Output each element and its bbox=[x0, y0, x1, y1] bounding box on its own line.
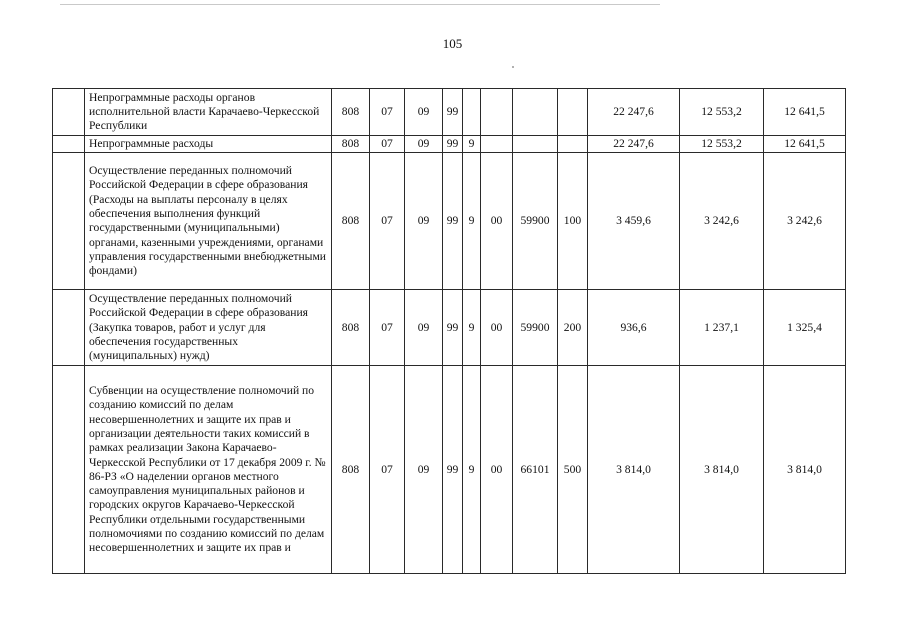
amount-year3-cell: 3 814,0 bbox=[764, 366, 846, 574]
razdel-cell: 07 bbox=[370, 89, 405, 136]
amount-year1-cell: 936,6 bbox=[588, 290, 680, 366]
razdel-cell: 07 bbox=[370, 153, 405, 290]
direction-code-cell bbox=[513, 89, 558, 136]
row-name-cell: Непрограммные расходы bbox=[85, 136, 332, 153]
subprogram-code-cell bbox=[463, 89, 481, 136]
razdel-cell: 07 bbox=[370, 366, 405, 574]
direction-code-cell: 59900 bbox=[513, 290, 558, 366]
amount-year1-cell: 22 247,6 bbox=[588, 136, 680, 153]
amount-year2-cell: 3 242,6 bbox=[680, 153, 764, 290]
podrazdel-cell: 09 bbox=[405, 153, 443, 290]
amount-year1-cell: 3 459,6 bbox=[588, 153, 680, 290]
podrazdel-cell: 09 bbox=[405, 366, 443, 574]
ved-cell: 808 bbox=[332, 136, 370, 153]
scan-speck bbox=[512, 66, 514, 68]
expense-type-cell bbox=[558, 136, 588, 153]
expense-type-cell: 200 bbox=[558, 290, 588, 366]
amount-year3-cell: 12 641,5 bbox=[764, 136, 846, 153]
program-code-cell: 99 bbox=[443, 290, 463, 366]
subprogram-code-cell: 9 bbox=[463, 290, 481, 366]
subprogram-code-cell: 9 bbox=[463, 366, 481, 574]
top-scan-rule bbox=[60, 4, 660, 5]
subprogram-code-cell: 9 bbox=[463, 153, 481, 290]
ved-cell: 808 bbox=[332, 89, 370, 136]
direction-code-cell: 59900 bbox=[513, 153, 558, 290]
row-gutter-cell bbox=[53, 89, 85, 136]
ved-cell: 808 bbox=[332, 153, 370, 290]
table-row bbox=[53, 290, 846, 366]
program-code-cell: 99 bbox=[443, 136, 463, 153]
program-code-cell: 99 bbox=[443, 89, 463, 136]
program-code-cell: 99 bbox=[443, 366, 463, 574]
table-row bbox=[53, 366, 846, 574]
amount-year3-cell: 1 325,4 bbox=[764, 290, 846, 366]
table-row bbox=[53, 136, 846, 153]
ved-cell: 808 bbox=[332, 290, 370, 366]
row-gutter-cell bbox=[53, 153, 85, 290]
expense-type-cell: 100 bbox=[558, 153, 588, 290]
podrazdel-cell: 09 bbox=[405, 136, 443, 153]
podrazdel-cell: 09 bbox=[405, 290, 443, 366]
expense-type-cell bbox=[558, 89, 588, 136]
amount-year2-cell: 3 814,0 bbox=[680, 366, 764, 574]
razdel-cell: 07 bbox=[370, 290, 405, 366]
row-gutter-cell bbox=[53, 136, 85, 153]
amount-year1-cell: 3 814,0 bbox=[588, 366, 680, 574]
page-number: 105 bbox=[442, 36, 463, 51]
budget-table bbox=[52, 88, 846, 574]
podrazdel-cell: 09 bbox=[405, 89, 443, 136]
amount-year2-cell: 12 553,2 bbox=[680, 136, 764, 153]
amount-year2-cell: 1 237,1 bbox=[680, 290, 764, 366]
table-row bbox=[53, 89, 846, 136]
row-gutter-cell bbox=[53, 290, 85, 366]
table-row bbox=[53, 153, 846, 290]
direction-code-cell bbox=[513, 136, 558, 153]
row-gutter-cell bbox=[53, 366, 85, 574]
amount-year3-cell: 3 242,6 bbox=[764, 153, 846, 290]
expense-type-cell: 500 bbox=[558, 366, 588, 574]
direction-code-cell: 66101 bbox=[513, 366, 558, 574]
ved-cell: 808 bbox=[332, 366, 370, 574]
amount-year3-cell: 12 641,5 bbox=[764, 89, 846, 136]
razdel-cell: 07 bbox=[370, 136, 405, 153]
main-activity-code-cell: 00 bbox=[481, 366, 513, 574]
main-activity-code-cell bbox=[481, 89, 513, 136]
main-activity-code-cell: 00 bbox=[481, 153, 513, 290]
main-activity-code-cell bbox=[481, 136, 513, 153]
main-activity-code-cell: 00 bbox=[481, 290, 513, 366]
program-code-cell: 99 bbox=[443, 153, 463, 290]
row-name-cell: Субвенции на осуществление полномочий по созданию комиссий по делам несовершеннолетних и защите их прав и организации деятельности таких комиссий в рамках реализации Закона Карачаево-Черкесской Республики от 17 декабря 2009 г. № 86-РЗ «О наделении органов местного самоуправления муниципальных районов и городских округов Карачаево-Черкесской Республики отдельными государственными полномочиями по созданию комиссий по делам несовершеннолетних и защите их прав и bbox=[85, 366, 332, 574]
amount-year2-cell: 12 553,2 bbox=[680, 89, 764, 136]
row-name-cell: Осуществление переданных полномочий Российской Федерации в сфере образования (Закупка товаров, работ и услуг для обеспечения государственных (муниципальных) нужд) bbox=[85, 290, 332, 366]
row-name-cell: Непрограммные расходы органов исполнительной власти Карачаево-Черкесской Республики bbox=[85, 89, 332, 136]
subprogram-code-cell: 9 bbox=[463, 136, 481, 153]
row-name-cell: Осуществление переданных полномочий Российской Федерации в сфере образования (Расходы на выплаты персоналу в целях обеспечения выполнения функций государственными (муниципальными) органами, казенными учреждениями, органами управления государственными внебюджетными фондами) bbox=[85, 153, 332, 290]
amount-year1-cell: 22 247,6 bbox=[588, 89, 680, 136]
